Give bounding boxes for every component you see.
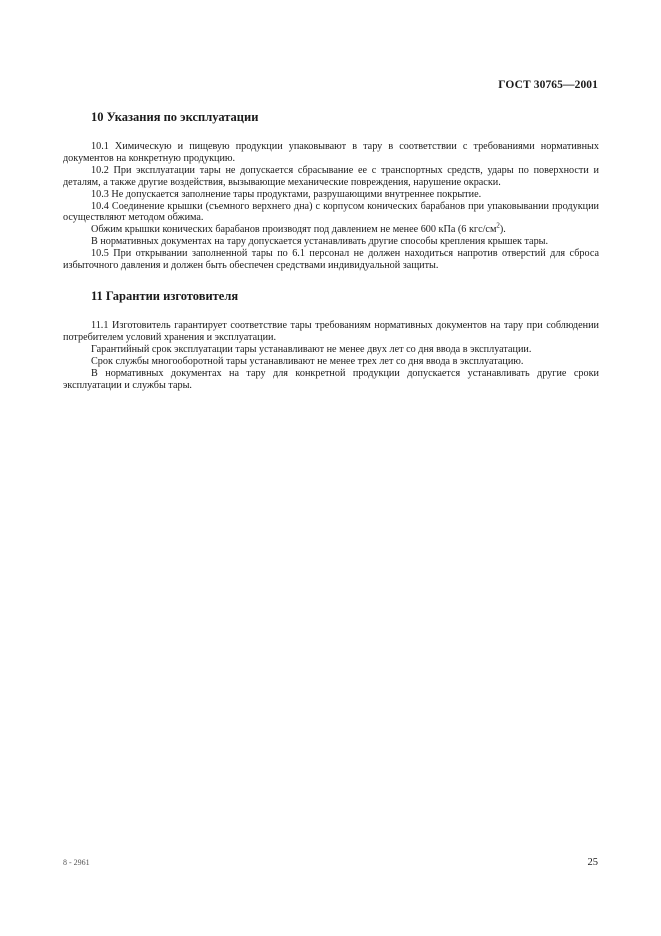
paragraph-10-3: 10.3 Не допускается заполнение тары продуктами, разрушающими внутреннее покрытие. xyxy=(91,188,482,200)
paragraph-11-1: 11.1 Изготовитель гарантирует соответствие тары требованиям нормативных документов на тару при соблюдении потребителем условий хранения и эксплуатации. xyxy=(63,319,599,343)
section-10-title: 10 Указания по эксплуатации xyxy=(91,110,259,124)
unit-superscript: 2 xyxy=(496,221,500,230)
page-number: 25 xyxy=(587,857,598,868)
paragraph-10-5: 10.5 При открывании заполненной тары по 6.1 персонал не должен находиться напротив отверстий для сброса избыточного давления и должен быть обеспечен средствами индивидуальной защиты. xyxy=(63,248,599,272)
print-mark: 8 - 2961 xyxy=(63,858,90,867)
paragraph-11-warranty: Гарантийный срок эксплуатации тары устанавливают не менее двух лет со дня ввода в эксплуатации. xyxy=(91,343,532,355)
paragraph-10-4: 10.4 Соединение крышки (съемного верхнего дна) с корпусом конических барабанов при упаковывании продукции осуществляют методом обжима. xyxy=(63,200,599,224)
paragraph-10-4-pressure xyxy=(63,221,599,236)
document-code-header: ГОСТ 30765—2001 xyxy=(498,79,598,91)
paragraph-10-1: 10.1 Химическую и пищевую продукции упаковывают в тару в соответствии с требованиями нормативных документов на конкретную продукцию. xyxy=(63,141,599,164)
paragraph-10-2: 10.2 При эксплуатации тары не допускается сбрасывание ее с транспортных средств, удары по поверхности и деталям, а также другие воздействия, вызывающие механические повреждения, нарушение окраски. xyxy=(63,164,599,188)
paragraph-10-4-fastening: В нормативных документах на тару допускается устанавливать другие способы крепления крышек тары. xyxy=(91,236,549,248)
pressure-tail: ). xyxy=(499,224,506,236)
paragraph-11-other-terms: В нормативных документах на тару для конкретной продукции допускается устанавливать другие сроки эксплуатации и службы тары. xyxy=(63,367,599,391)
pressure-text: Обжим крышки конических барабанов производят под давлением не менее 600 кПа (6 кгс/см xyxy=(91,224,497,236)
section-11-title: 11 Гарантии изготовителя xyxy=(91,288,239,303)
paragraph-11-service-life: Срок службы многооборотной тары устанавливают не менее трех лет со дня ввода в эксплуатацию. xyxy=(91,355,524,367)
page-content xyxy=(63,110,599,391)
